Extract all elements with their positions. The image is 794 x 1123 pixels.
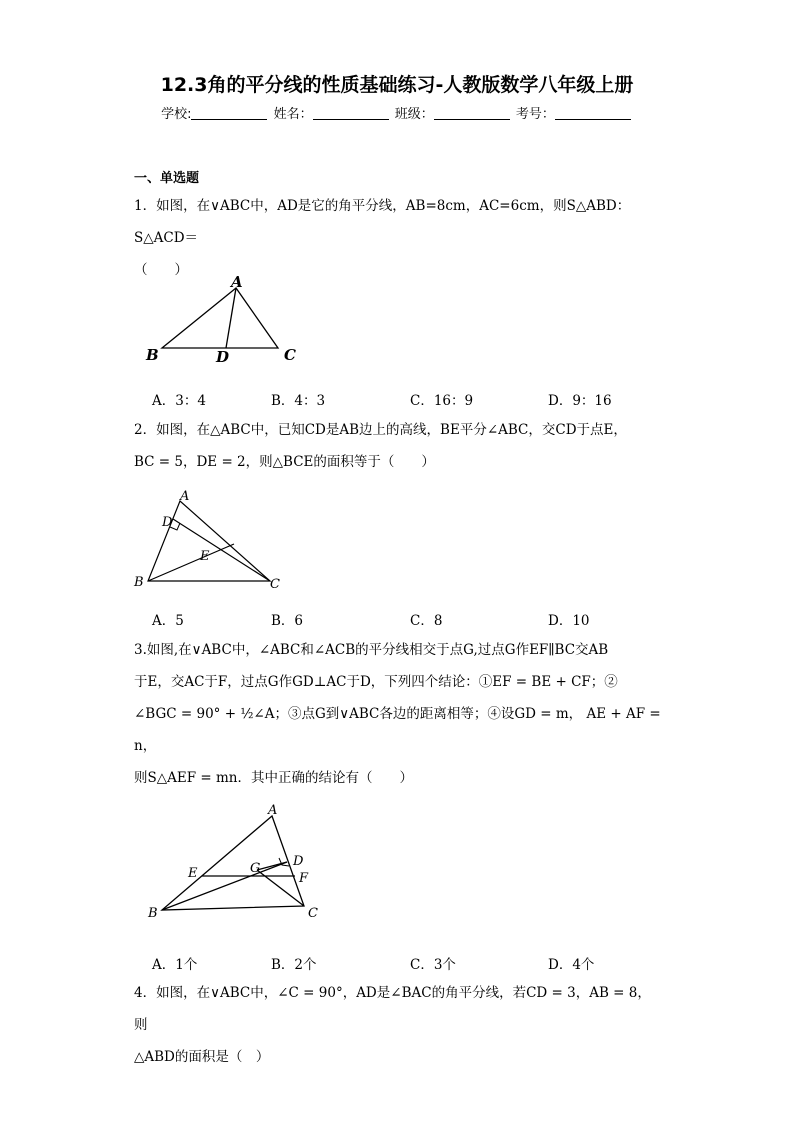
q1-option-a[interactable]: A．3：4 [152,393,206,409]
question-1-figure [140,272,310,372]
q1-label-d: D [216,348,230,366]
question-3-line1: 3.如图,在∨ABC中，∠ABC和∠ACB的平分线相交于点G,过点G作EF∥BC交AB [134,642,609,658]
question-2-line1: 2．如图，在△ABC中，已知CD是AB边上的高线，BE平分∠ABC，交CD于点E， [134,422,627,438]
name-blank[interactable] [313,107,389,120]
question-2 [134,414,664,478]
q3-label-c: C [308,906,318,921]
q2-label-e: E [200,549,210,564]
q3-option-c[interactable]: C．3个 [410,957,456,973]
question-2-figure [130,485,290,595]
q2-option-d[interactable]: D．10 [548,613,590,629]
question-4-line2: △ABD的面积是（ ） [134,1049,270,1065]
name-label: 姓名： [273,107,313,122]
question-4-line1: 4．如图，在∨ABC中，∠C = 90°，AD是∠BAC的角平分线，若CD = 3，AB = 8，则 [134,985,651,1033]
q2-label-d: D [162,515,173,530]
page-title: 12.3角的平分线的性质基础练习-人教版数学八年级上册 [160,74,634,96]
q2-label-c: C [270,577,280,592]
q1-label-c: C [284,346,296,364]
q3-label-e: E [188,866,198,881]
q3-option-a[interactable]: A．1个 [152,957,198,973]
question-1-line2: （ ） [134,262,188,278]
section-title: 一、单选题 [134,171,200,186]
q1-option-c[interactable]: C．16：9 [410,393,474,409]
q3-option-d[interactable]: D．4个 [548,957,595,973]
question-3 [134,634,664,794]
question-3-line2: 于E，交AC于F，过点G作GD⊥AC于D，下列四个结论：①EF = BE + CF；② [134,674,618,690]
q3-label-d: D [293,854,304,869]
q2-option-b[interactable]: B．6 [271,613,304,629]
school-label: 学校: [161,107,192,122]
exam-number-label: 考号： [515,107,555,122]
q2-label-b: B [134,575,144,590]
q1-label-b: B [146,346,159,364]
q3-label-b: B [148,906,158,921]
question-3-line3: ∠BGC = 90° + ½∠A；③点G到∨ABC各边的距离相等；④设GD = m， AE + AF = n， [134,706,661,754]
class-label: 班级： [394,107,434,122]
question-4 [134,977,664,1073]
question-3-line4: 则S△AEF = mn．其中正确的结论有（ ） [134,770,413,786]
q1-label-a: A [231,273,243,291]
q3-label-a: A [268,803,278,818]
school-blank[interactable] [191,107,267,120]
q1-option-d[interactable]: D．9：16 [548,393,612,409]
question-1-line1: 1．如图，在∨ABC中，AD是它的角平分线，AB=8cm，AC=6cm，则S△ABD：S△ACD＝ [134,198,631,246]
student-info-line [0,103,794,122]
q2-label-a: A [180,489,190,504]
question-2-line2: BC = 5，DE = 2，则△BCE的面积等于（ ） [134,454,435,470]
exam-number-blank[interactable] [555,107,631,120]
q3-label-f: F [299,871,309,886]
q2-option-c[interactable]: C．8 [410,613,443,629]
class-blank[interactable] [434,107,510,120]
q1-option-b[interactable]: B．4：3 [271,393,326,409]
q3-option-b[interactable]: B．2个 [271,957,317,973]
q2-option-a[interactable]: A．5 [152,613,184,629]
q3-label-g: G [250,861,261,876]
question-3-figure [140,798,340,928]
